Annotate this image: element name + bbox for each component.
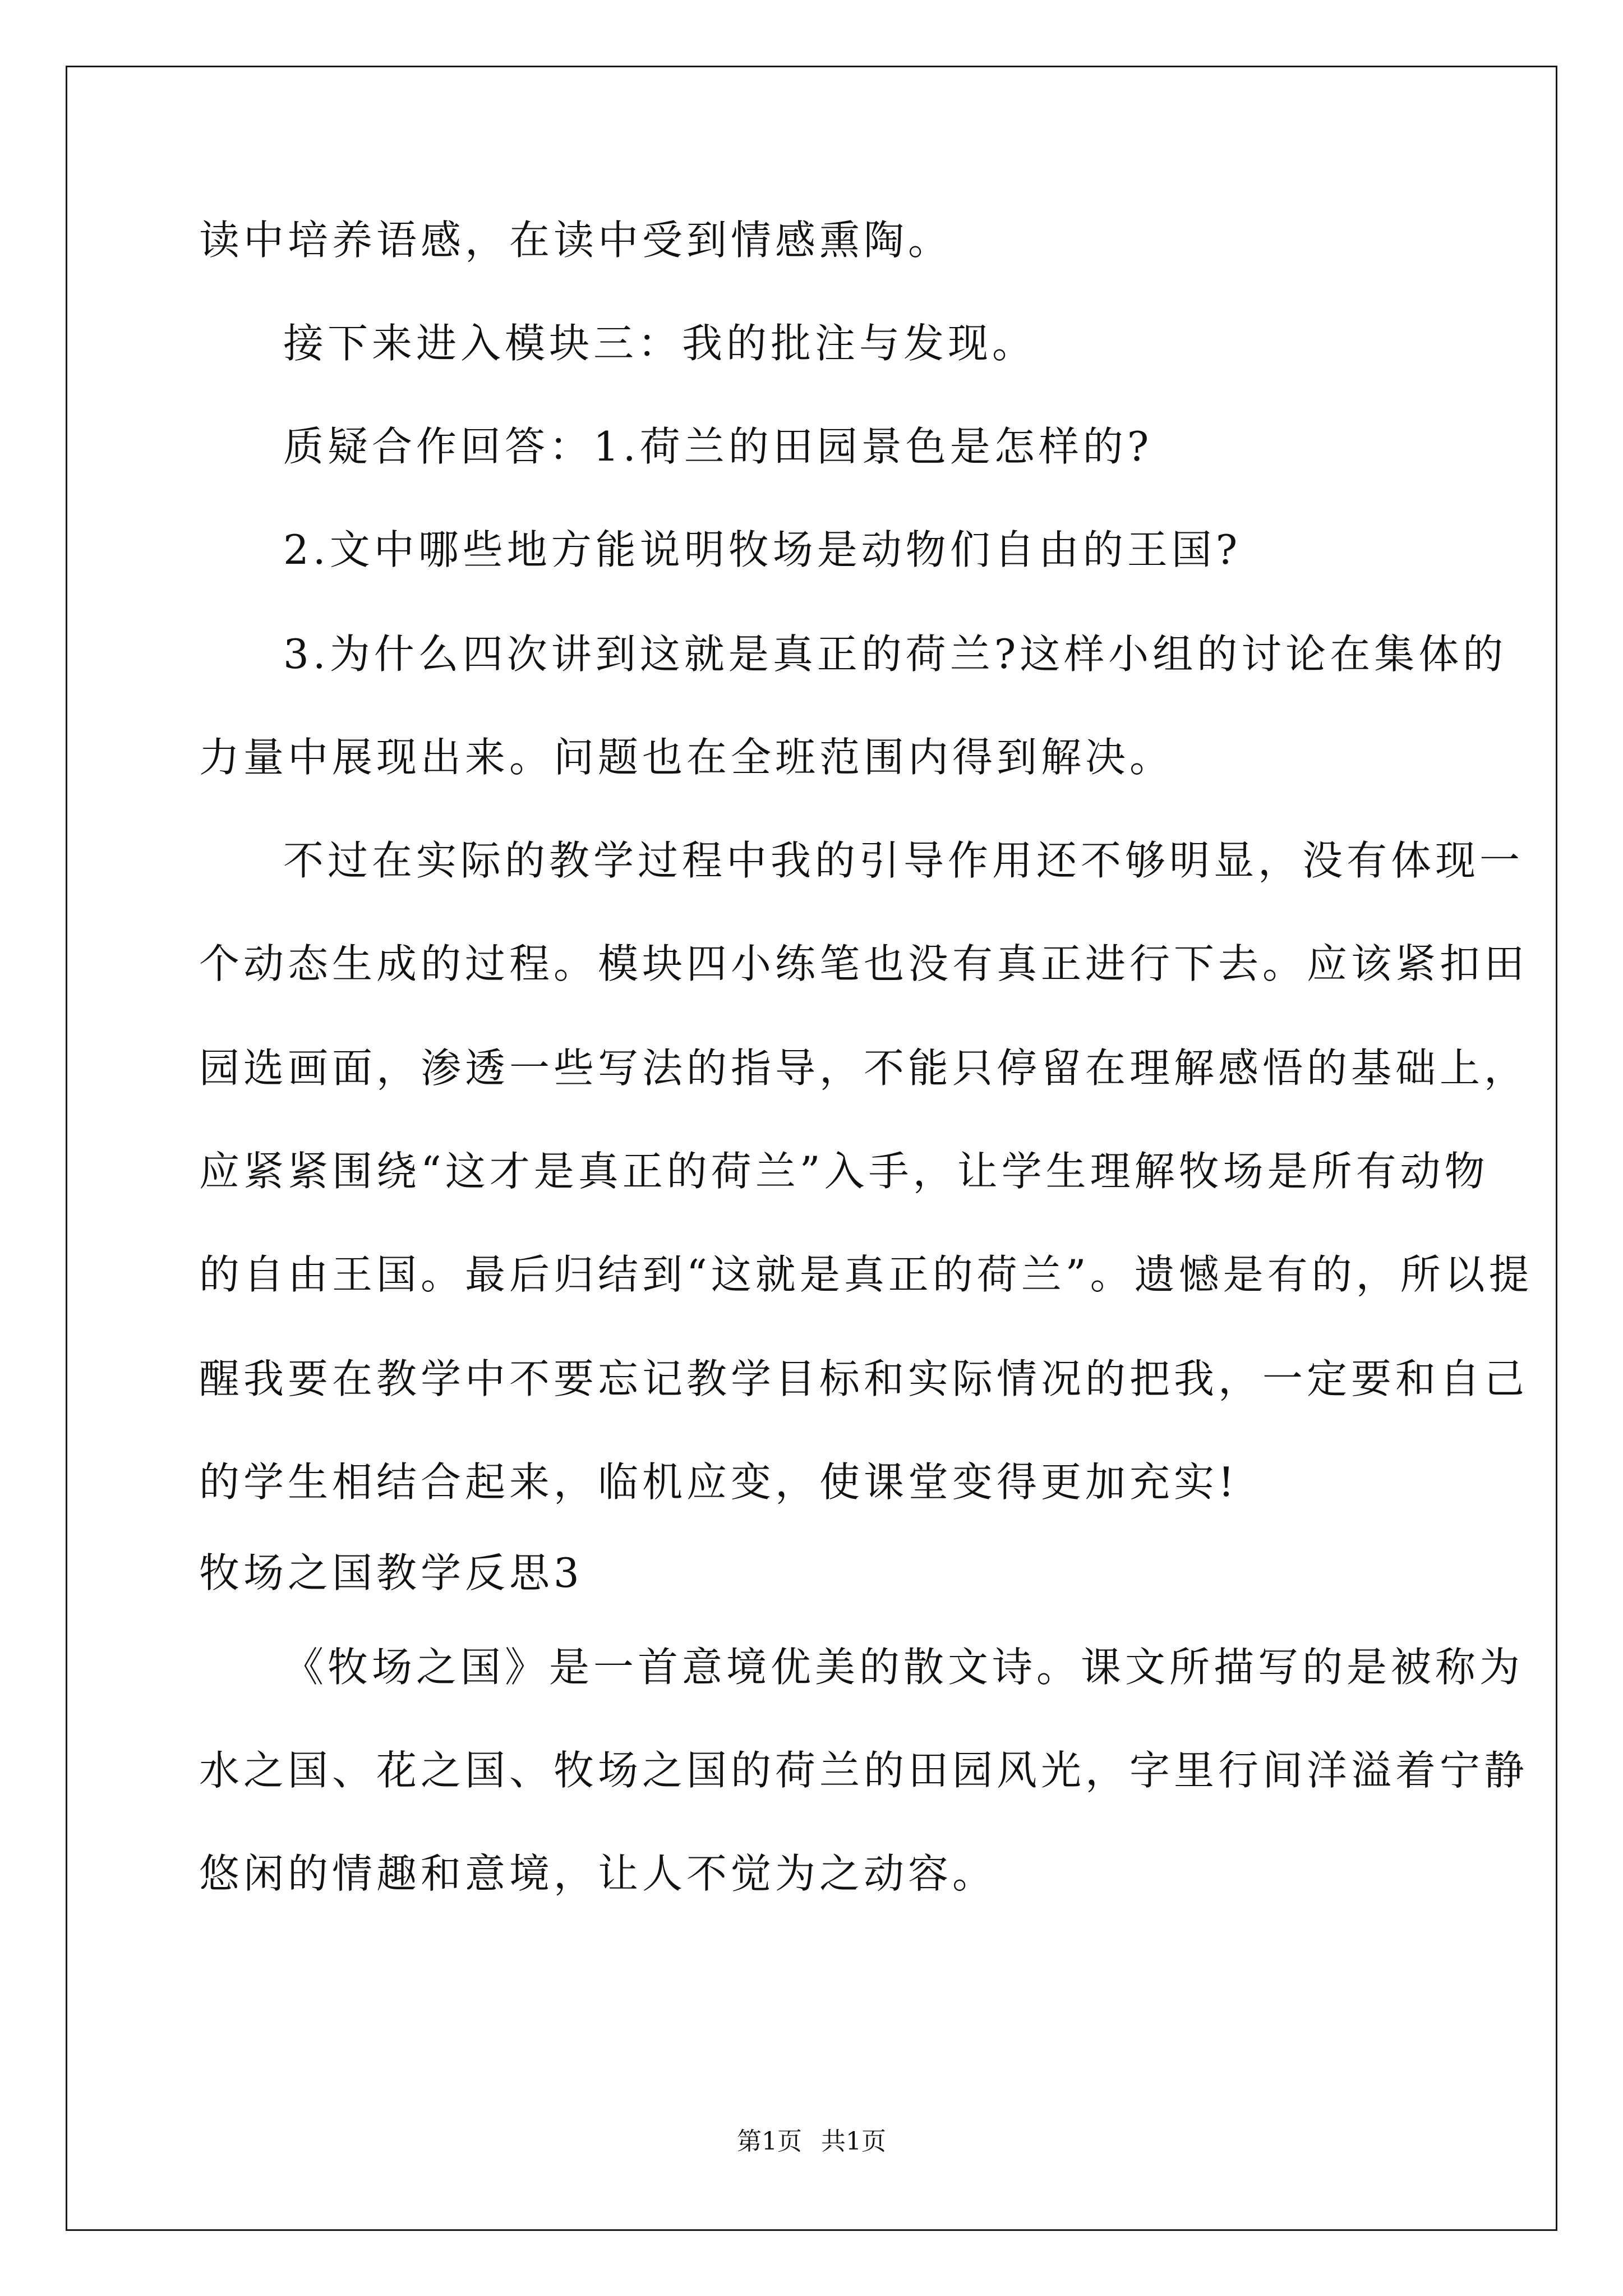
text-line-5: 3.为什么四次讲到这就是真正的荷兰?这样小组的讨论在集体的 bbox=[283, 631, 1507, 678]
text-line-6: 力量中展现出来。问题也在全班范围内得到解决。 bbox=[199, 734, 1174, 781]
text-line-12: 醒我要在教学中不要忘记教学目标和实际情况的把我，一定要和自己 bbox=[199, 1355, 1529, 1402]
page-number: 第1页 bbox=[737, 2127, 802, 2156]
text-line-4: 2.文中哪些地方能说明牧场是动物们自由的王国? bbox=[283, 526, 1242, 573]
page-total: 共1页 bbox=[821, 2127, 886, 2156]
section-heading: 牧场之国教学反思3 bbox=[199, 1549, 583, 1596]
text-line-11: 的自由王国。最后归结到“这就是真正的荷兰”。遗憾是有的，所以提 bbox=[199, 1251, 1533, 1298]
text-line-10: 应紧紧围绕“这才是真正的荷兰”入手，让学生理解牧场是所有动物 bbox=[199, 1148, 1489, 1195]
text-line-2: 接下来进入模块三：我的批注与发现。 bbox=[283, 320, 1037, 367]
text-line-3: 质疑合作回答：1.荷兰的田园景色是怎样的? bbox=[283, 423, 1153, 470]
text-line-17: 悠闲的情趣和意境，让人不觉为之动容。 bbox=[199, 1850, 997, 1897]
text-line-16: 水之国、花之国、牧场之国的荷兰的田园风光，字里行间洋溢着宁静 bbox=[199, 1747, 1529, 1794]
page-footer bbox=[0, 2126, 1623, 2157]
text-line-8: 个动态生成的过程。模块四小练笔也没有真正进行下去。应该紧扣田 bbox=[199, 940, 1529, 987]
text-line-13: 的学生相结合起来，临机应变，使课堂变得更加充实! bbox=[199, 1458, 1238, 1506]
text-line-7: 不过在实际的教学过程中我的引导作用还不够明显，没有体现一 bbox=[283, 837, 1524, 884]
text-line-15: 《牧场之国》是一首意境优美的散文诗。课文所描写的是被称为 bbox=[283, 1644, 1524, 1691]
text-line-1: 读中培养语感，在读中受到情感熏陶。 bbox=[199, 217, 953, 264]
text-line-9: 园选画面，渗透一些写法的指导，不能只停留在理解感悟的基础上， bbox=[199, 1045, 1529, 1092]
